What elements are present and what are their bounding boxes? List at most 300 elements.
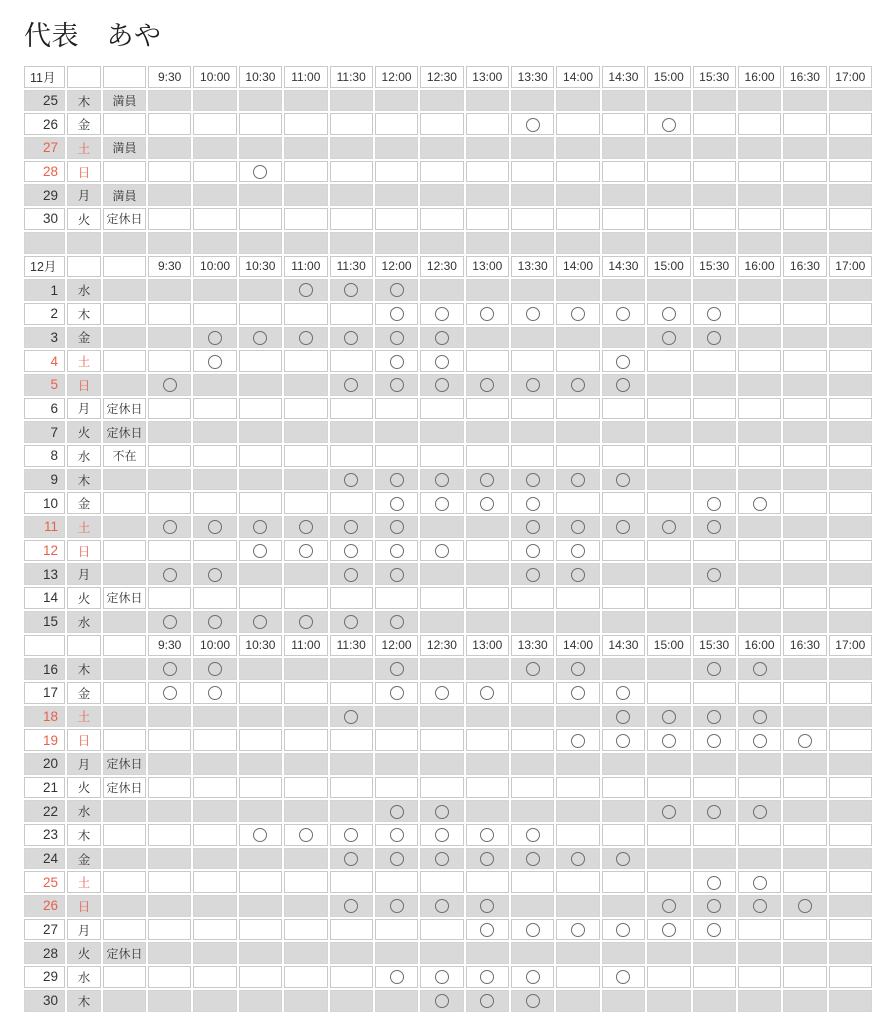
time-slot-cell <box>148 800 191 822</box>
time-slot-cell <box>284 942 327 964</box>
time-slot-cell <box>284 990 327 1012</box>
day-row <box>24 824 872 846</box>
time-slot-cell <box>466 658 509 680</box>
time-slot-cell <box>466 563 509 585</box>
available-slot-cell[interactable] <box>375 563 418 585</box>
available-slot-cell[interactable] <box>783 895 826 917</box>
available-slot-cell[interactable] <box>602 682 645 704</box>
time-slot-cell <box>783 990 826 1012</box>
available-slot-cell[interactable] <box>602 729 645 751</box>
available-slot-cell[interactable] <box>647 303 690 325</box>
available-circle-icon <box>753 497 767 511</box>
available-slot-cell[interactable] <box>148 563 191 585</box>
available-slot-cell[interactable] <box>193 658 236 680</box>
available-slot-cell[interactable] <box>239 161 282 183</box>
time-slot-cell <box>829 445 872 467</box>
time-slot-cell <box>602 563 645 585</box>
time-slot-cell <box>738 137 781 159</box>
time-slot-cell <box>193 895 236 917</box>
available-slot-cell[interactable] <box>693 563 736 585</box>
time-slot-cell <box>330 90 373 112</box>
time-slot-cell <box>783 540 826 562</box>
available-slot-cell[interactable] <box>602 374 645 396</box>
day-of-week-cell: 金 <box>67 113 101 135</box>
time-header-row <box>24 256 872 278</box>
available-slot-cell[interactable] <box>511 516 554 538</box>
available-circle-icon <box>662 520 676 534</box>
time-slot-cell <box>556 421 599 443</box>
time-header-cell: 12:30 <box>420 66 463 88</box>
time-slot-cell <box>466 753 509 775</box>
time-slot-cell <box>466 777 509 799</box>
available-slot-cell[interactable] <box>148 611 191 633</box>
available-slot-cell[interactable] <box>193 327 236 349</box>
date-cell: 17 <box>24 682 65 704</box>
time-slot-cell <box>693 445 736 467</box>
time-slot-cell <box>738 398 781 420</box>
available-slot-cell[interactable] <box>693 516 736 538</box>
available-slot-cell[interactable] <box>420 966 463 988</box>
time-slot-cell <box>556 800 599 822</box>
available-slot-cell[interactable] <box>693 919 736 941</box>
time-slot-cell <box>239 800 282 822</box>
status-cell: 不在 <box>103 445 146 467</box>
available-slot-cell[interactable] <box>556 516 599 538</box>
available-slot-cell[interactable] <box>148 658 191 680</box>
available-circle-icon <box>571 307 585 321</box>
available-slot-cell[interactable] <box>602 516 645 538</box>
available-slot-cell[interactable] <box>556 469 599 491</box>
available-slot-cell[interactable] <box>330 706 373 728</box>
available-slot-cell[interactable] <box>511 303 554 325</box>
time-slot-cell <box>148 184 191 206</box>
available-slot-cell[interactable] <box>375 303 418 325</box>
time-slot-cell <box>466 161 509 183</box>
available-slot-cell[interactable] <box>556 540 599 562</box>
available-slot-cell[interactable] <box>466 966 509 988</box>
available-circle-icon <box>435 331 449 345</box>
status-cell <box>103 303 146 325</box>
time-slot-cell <box>783 184 826 206</box>
available-circle-icon <box>753 662 767 676</box>
time-header-cell: 14:30 <box>602 635 645 657</box>
time-slot-cell <box>647 279 690 301</box>
time-slot-cell <box>783 421 826 443</box>
available-slot-cell[interactable] <box>375 327 418 349</box>
time-slot-cell <box>420 208 463 230</box>
available-slot-cell[interactable] <box>284 540 327 562</box>
day-of-week-cell: 金 <box>67 848 101 870</box>
available-slot-cell[interactable] <box>602 706 645 728</box>
available-slot-cell[interactable] <box>420 848 463 870</box>
available-circle-icon <box>163 378 177 392</box>
available-slot-cell[interactable] <box>284 279 327 301</box>
time-slot-cell <box>693 161 736 183</box>
day-of-week-cell: 水 <box>67 800 101 822</box>
time-slot-cell <box>284 729 327 751</box>
time-slot-cell <box>829 800 872 822</box>
available-slot-cell[interactable] <box>375 492 418 514</box>
available-slot-cell[interactable] <box>647 113 690 135</box>
available-slot-cell[interactable] <box>647 706 690 728</box>
available-circle-icon <box>753 805 767 819</box>
time-slot-cell <box>783 137 826 159</box>
available-slot-cell[interactable] <box>556 919 599 941</box>
time-slot-cell <box>239 729 282 751</box>
available-slot-cell[interactable] <box>330 516 373 538</box>
available-circle-icon <box>707 331 721 345</box>
available-slot-cell[interactable] <box>330 563 373 585</box>
spacer-cell <box>738 232 781 254</box>
available-slot-cell[interactable] <box>239 327 282 349</box>
available-slot-cell[interactable] <box>466 895 509 917</box>
available-slot-cell[interactable] <box>193 516 236 538</box>
available-slot-cell[interactable] <box>511 966 554 988</box>
available-slot-cell[interactable] <box>148 374 191 396</box>
available-slot-cell[interactable] <box>693 800 736 822</box>
available-slot-cell[interactable] <box>647 327 690 349</box>
available-slot-cell[interactable] <box>193 682 236 704</box>
schedule-table <box>22 64 874 1014</box>
date-cell: 3 <box>24 327 65 349</box>
available-slot-cell[interactable] <box>511 374 554 396</box>
time-header-cell: 11:30 <box>330 256 373 278</box>
available-slot-cell[interactable] <box>738 658 781 680</box>
available-slot-cell[interactable] <box>420 303 463 325</box>
status-cell <box>103 516 146 538</box>
available-slot-cell[interactable] <box>466 469 509 491</box>
time-slot-cell <box>647 942 690 964</box>
available-slot-cell[interactable] <box>375 895 418 917</box>
status-cell <box>103 966 146 988</box>
available-slot-cell[interactable] <box>693 706 736 728</box>
available-slot-cell[interactable] <box>511 990 554 1012</box>
available-slot-cell[interactable] <box>330 327 373 349</box>
available-slot-cell[interactable] <box>602 350 645 372</box>
available-slot-cell[interactable] <box>466 990 509 1012</box>
available-slot-cell[interactable] <box>239 540 282 562</box>
time-slot-cell <box>647 137 690 159</box>
available-slot-cell[interactable] <box>556 658 599 680</box>
time-slot-cell <box>647 777 690 799</box>
available-slot-cell[interactable] <box>693 729 736 751</box>
available-slot-cell[interactable] <box>466 682 509 704</box>
time-header-cell: 12:00 <box>375 635 418 657</box>
time-slot-cell <box>148 161 191 183</box>
time-slot-cell <box>239 421 282 443</box>
available-slot-cell[interactable] <box>511 563 554 585</box>
available-slot-cell[interactable] <box>330 895 373 917</box>
day-row <box>24 374 872 396</box>
time-slot-cell <box>284 682 327 704</box>
available-slot-cell[interactable] <box>693 327 736 349</box>
available-slot-cell[interactable] <box>602 966 645 988</box>
available-circle-icon <box>707 734 721 748</box>
available-circle-icon <box>707 662 721 676</box>
available-circle-icon <box>798 734 812 748</box>
available-slot-cell[interactable] <box>375 350 418 372</box>
available-slot-cell[interactable] <box>239 516 282 538</box>
available-slot-cell[interactable] <box>375 516 418 538</box>
time-slot-cell <box>420 445 463 467</box>
available-slot-cell[interactable] <box>511 824 554 846</box>
available-slot-cell[interactable] <box>602 848 645 870</box>
available-slot-cell[interactable] <box>602 919 645 941</box>
available-circle-icon <box>344 520 358 534</box>
available-slot-cell[interactable] <box>375 658 418 680</box>
available-slot-cell[interactable] <box>556 303 599 325</box>
available-slot-cell[interactable] <box>738 800 781 822</box>
time-slot-cell <box>829 824 872 846</box>
available-slot-cell[interactable] <box>420 540 463 562</box>
available-slot-cell[interactable] <box>466 303 509 325</box>
available-slot-cell[interactable] <box>420 990 463 1012</box>
time-slot-cell <box>148 942 191 964</box>
available-slot-cell[interactable] <box>239 824 282 846</box>
available-circle-icon <box>435 497 449 511</box>
available-slot-cell[interactable] <box>511 469 554 491</box>
available-circle-icon <box>616 307 630 321</box>
time-slot-cell <box>239 966 282 988</box>
available-slot-cell[interactable] <box>284 327 327 349</box>
available-circle-icon <box>798 899 812 913</box>
spacer-cell <box>67 232 101 254</box>
available-slot-cell[interactable] <box>375 824 418 846</box>
time-slot-cell <box>420 137 463 159</box>
available-slot-cell[interactable] <box>693 658 736 680</box>
time-slot-cell <box>783 445 826 467</box>
available-slot-cell[interactable] <box>193 611 236 633</box>
available-slot-cell[interactable] <box>693 303 736 325</box>
available-slot-cell[interactable] <box>693 895 736 917</box>
available-slot-cell[interactable] <box>193 563 236 585</box>
available-slot-cell[interactable] <box>193 350 236 372</box>
available-slot-cell[interactable] <box>738 729 781 751</box>
available-slot-cell[interactable] <box>693 492 736 514</box>
spacer-cell <box>420 232 463 254</box>
time-slot-cell <box>193 990 236 1012</box>
time-slot-cell <box>420 777 463 799</box>
available-slot-cell[interactable] <box>420 374 463 396</box>
available-slot-cell[interactable] <box>466 848 509 870</box>
available-slot-cell[interactable] <box>602 469 645 491</box>
time-slot-cell <box>193 374 236 396</box>
available-circle-icon <box>390 899 404 913</box>
available-slot-cell[interactable] <box>375 279 418 301</box>
available-slot-cell[interactable] <box>511 113 554 135</box>
available-slot-cell[interactable] <box>738 871 781 893</box>
date-cell: 23 <box>24 824 65 846</box>
time-slot-cell <box>738 540 781 562</box>
available-slot-cell[interactable] <box>284 824 327 846</box>
time-slot-cell <box>375 161 418 183</box>
spacer-cell <box>24 232 65 254</box>
available-slot-cell[interactable] <box>647 729 690 751</box>
available-slot-cell[interactable] <box>556 374 599 396</box>
available-slot-cell[interactable] <box>330 611 373 633</box>
available-slot-cell[interactable] <box>511 540 554 562</box>
day-of-week-cell: 土 <box>67 871 101 893</box>
time-slot-cell <box>602 990 645 1012</box>
available-slot-cell[interactable] <box>330 848 373 870</box>
available-slot-cell[interactable] <box>647 800 690 822</box>
available-slot-cell[interactable] <box>511 492 554 514</box>
available-slot-cell[interactable] <box>466 374 509 396</box>
time-slot-cell <box>738 682 781 704</box>
time-slot-cell <box>602 492 645 514</box>
available-circle-icon <box>707 520 721 534</box>
time-slot-cell <box>783 563 826 585</box>
available-circle-icon <box>435 544 449 558</box>
available-slot-cell[interactable] <box>511 919 554 941</box>
available-circle-icon <box>163 662 177 676</box>
available-slot-cell[interactable] <box>284 611 327 633</box>
available-circle-icon <box>571 923 585 937</box>
available-slot-cell[interactable] <box>148 682 191 704</box>
day-of-week-cell: 水 <box>67 445 101 467</box>
time-slot-cell <box>602 587 645 609</box>
available-slot-cell[interactable] <box>647 895 690 917</box>
time-slot-cell <box>647 90 690 112</box>
time-header-cell: 13:00 <box>466 256 509 278</box>
available-circle-icon <box>571 473 585 487</box>
available-slot-cell[interactable] <box>511 658 554 680</box>
available-slot-cell[interactable] <box>330 540 373 562</box>
time-slot-cell <box>693 398 736 420</box>
time-slot-cell <box>193 540 236 562</box>
time-slot-cell <box>284 208 327 230</box>
time-header-row <box>24 635 872 657</box>
day-row <box>24 161 872 183</box>
available-slot-cell[interactable] <box>738 706 781 728</box>
available-slot-cell[interactable] <box>420 327 463 349</box>
available-circle-icon <box>435 307 449 321</box>
available-slot-cell[interactable] <box>420 800 463 822</box>
available-slot-cell[interactable] <box>602 303 645 325</box>
available-slot-cell[interactable] <box>375 800 418 822</box>
time-slot-cell <box>783 777 826 799</box>
day-row <box>24 469 872 491</box>
available-slot-cell[interactable] <box>738 895 781 917</box>
available-slot-cell[interactable] <box>148 516 191 538</box>
time-slot-cell <box>647 445 690 467</box>
status-cell: 満員 <box>103 137 146 159</box>
available-slot-cell[interactable] <box>284 516 327 538</box>
available-slot-cell[interactable] <box>420 895 463 917</box>
available-slot-cell[interactable] <box>511 848 554 870</box>
available-slot-cell[interactable] <box>375 966 418 988</box>
date-cell: 2 <box>24 303 65 325</box>
time-slot-cell <box>420 919 463 941</box>
time-slot-cell <box>193 303 236 325</box>
available-slot-cell[interactable] <box>239 611 282 633</box>
time-slot-cell <box>239 848 282 870</box>
header-blank-cell <box>103 66 146 88</box>
available-circle-icon <box>253 331 267 345</box>
time-header-cell: 15:00 <box>647 66 690 88</box>
available-slot-cell[interactable] <box>375 848 418 870</box>
time-slot-cell <box>375 871 418 893</box>
available-slot-cell[interactable] <box>420 469 463 491</box>
time-slot-cell <box>647 966 690 988</box>
available-slot-cell[interactable] <box>420 682 463 704</box>
time-slot-cell <box>783 800 826 822</box>
status-cell <box>103 492 146 514</box>
available-slot-cell[interactable] <box>783 729 826 751</box>
time-slot-cell <box>738 113 781 135</box>
schedule-table-body <box>24 66 872 1012</box>
available-slot-cell[interactable] <box>375 682 418 704</box>
time-slot-cell <box>647 753 690 775</box>
time-slot-cell <box>693 374 736 396</box>
time-slot-cell <box>466 421 509 443</box>
available-slot-cell[interactable] <box>556 563 599 585</box>
date-cell: 13 <box>24 563 65 585</box>
time-slot-cell <box>148 777 191 799</box>
available-slot-cell[interactable] <box>693 871 736 893</box>
time-slot-cell <box>330 350 373 372</box>
available-slot-cell[interactable] <box>556 848 599 870</box>
time-slot-cell <box>511 137 554 159</box>
time-slot-cell <box>556 350 599 372</box>
time-slot-cell <box>375 184 418 206</box>
available-circle-icon <box>435 828 449 842</box>
available-circle-icon <box>480 970 494 984</box>
available-slot-cell[interactable] <box>330 374 373 396</box>
time-slot-cell <box>239 895 282 917</box>
available-circle-icon <box>571 662 585 676</box>
available-slot-cell[interactable] <box>375 469 418 491</box>
available-slot-cell[interactable] <box>420 824 463 846</box>
time-slot-cell <box>829 729 872 751</box>
available-slot-cell[interactable] <box>466 492 509 514</box>
day-of-week-cell: 月 <box>67 919 101 941</box>
available-circle-icon <box>526 307 540 321</box>
available-slot-cell[interactable] <box>420 492 463 514</box>
day-row <box>24 777 872 799</box>
available-slot-cell[interactable] <box>556 729 599 751</box>
available-slot-cell[interactable] <box>375 374 418 396</box>
available-circle-icon <box>480 923 494 937</box>
available-slot-cell[interactable] <box>647 919 690 941</box>
available-slot-cell[interactable] <box>647 516 690 538</box>
time-slot-cell <box>193 113 236 135</box>
available-circle-icon <box>526 994 540 1008</box>
time-slot-cell <box>738 421 781 443</box>
time-slot-cell <box>284 800 327 822</box>
available-slot-cell[interactable] <box>330 279 373 301</box>
time-slot-cell <box>239 398 282 420</box>
time-slot-cell <box>556 208 599 230</box>
available-slot-cell[interactable] <box>738 492 781 514</box>
day-row <box>24 611 872 633</box>
available-slot-cell[interactable] <box>375 540 418 562</box>
time-slot-cell <box>783 398 826 420</box>
available-slot-cell[interactable] <box>466 919 509 941</box>
time-slot-cell <box>239 706 282 728</box>
time-slot-cell <box>829 871 872 893</box>
day-of-week-cell: 日 <box>67 374 101 396</box>
available-slot-cell[interactable] <box>330 824 373 846</box>
time-slot-cell <box>783 469 826 491</box>
available-slot-cell[interactable] <box>375 611 418 633</box>
available-circle-icon <box>390 283 404 297</box>
available-slot-cell[interactable] <box>466 824 509 846</box>
available-slot-cell[interactable] <box>420 350 463 372</box>
available-slot-cell[interactable] <box>330 469 373 491</box>
time-slot-cell <box>375 777 418 799</box>
available-slot-cell[interactable] <box>556 682 599 704</box>
